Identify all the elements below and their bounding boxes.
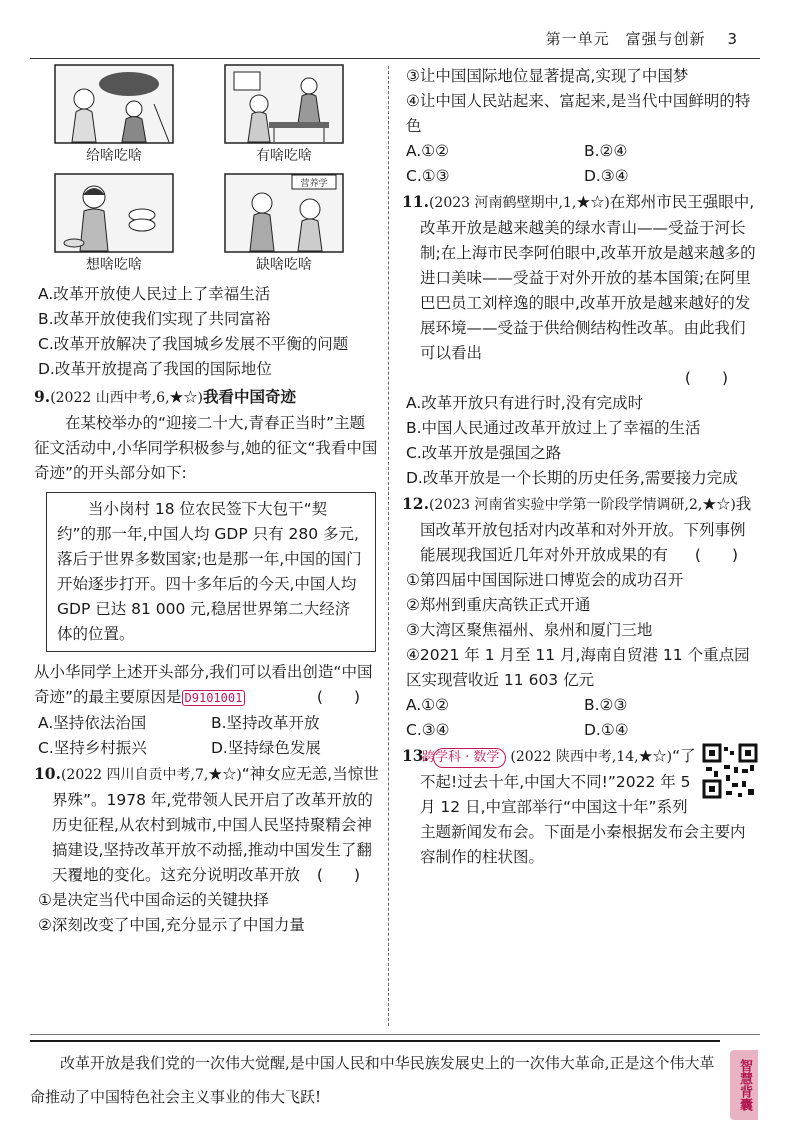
page-number: 3: [727, 30, 738, 48]
q9-quote-box: [46, 492, 376, 652]
comic-caption-3: 想啥吃啥: [86, 257, 142, 273]
q10-number: 10.: [34, 764, 61, 783]
q10-item-3: ③让中国国际地位显著提高,实现了中国梦: [406, 67, 689, 85]
q11-option-d[interactable]: D.改革开放是一个长期的历史任务,需要接力完成: [406, 469, 738, 487]
q9-code: D9101001: [182, 690, 246, 706]
right-column: [402, 64, 758, 870]
q8-option-c[interactable]: C.改革开放解决了我国城乡发展不平衡的问题: [38, 335, 349, 353]
q9-title: 我看中国奇迹: [203, 388, 297, 406]
comic-panel-4: [204, 173, 364, 278]
footer-quote: 改革开放是我们党的一次伟大觉醒,是中国人民和中华民族发展史上的一次伟大革命,正是这个伟大革命推动了中国特色社会主义事业的伟大飞跃!: [30, 1040, 720, 1114]
comic-caption-2: 有啥吃啥: [256, 148, 312, 164]
footer-rule: [30, 1034, 760, 1035]
q10-answer-blank[interactable]: ( ): [316, 866, 360, 884]
comic-panel-2: [204, 64, 364, 169]
q12-option-a[interactable]: A.①②: [406, 696, 450, 714]
side-badge: 智慧背囊: [730, 1050, 758, 1120]
q9-intro: 在某校举办的“迎接二十大,青春正当时”主题征文活动中,小华同学积极参与,她的征文“我看中国奇迹”的开头部分如下:: [34, 414, 378, 482]
q10-options: [402, 139, 758, 189]
q10-item-1: ①是决定当代中国命运的关键抉择: [38, 891, 269, 909]
q9-number: 9.: [34, 387, 51, 406]
q9-quote-text: 当小岗村 18 位农民签下大包干“契约”的那一年,中国人均 GDP 只有 280 多元,落后于世界多数国家;也是那一年,中国的国门开始逐步打开。四十多年后的今天,中国人均 GDP 已达 81 000 元,稳居世界第二大经济体的位置。: [57, 500, 362, 643]
q11-option-a[interactable]: A.改革开放只有进行时,没有完成时: [406, 394, 644, 412]
q12-text: 我国改革开放包括对内改革和对外开放。下列事例能展现我国近几年对外开放成果的有: [420, 495, 752, 564]
q9-option-b[interactable]: B.坚持改革开放: [211, 714, 320, 732]
q12-option-b[interactable]: B.②③: [584, 696, 628, 714]
left-column: [34, 64, 380, 938]
comic-grid: [34, 64, 380, 278]
q13-subject-tag: 跨学科 · 数学: [433, 748, 506, 768]
q11-answer-blank[interactable]: ( ): [684, 369, 728, 387]
q13-text: “了不起!过去十年,中国大不同!”2022 年 5 月 12 日,中宣部举行“中国这十年”系列主题新闻发布会。下面是小秦根据发布会主要内容制作的柱状图。: [420, 747, 746, 866]
column-divider: [388, 66, 389, 1026]
q11-option-c[interactable]: C.改革开放是强国之路: [406, 444, 562, 462]
q9-question: [34, 660, 380, 711]
q11-option-b[interactable]: B.中国人民通过改革开放过上了幸福的生活: [406, 419, 701, 437]
q12-item-2: ②郑州到重庆高铁正式开通: [406, 596, 591, 614]
q9-option-c[interactable]: C.坚持乡村振兴: [38, 739, 147, 757]
q10-source: (2022 四川自贡中考,7,★☆): [60, 767, 242, 783]
q13-source: (2022 陕西中考,14,★☆): [510, 749, 673, 765]
q12-item-3: ③大湾区聚焦福州、泉州和厦门三地: [406, 621, 653, 639]
q10-item-2: ②深刻改变了中国,充分显示了中国力量: [38, 916, 305, 934]
q9-answer-blank[interactable]: ( ): [316, 688, 360, 706]
q8-option-a[interactable]: A.改革开放使人民过上了幸福生活: [38, 285, 271, 303]
q9-source: (2022 山西中考,6,★☆): [50, 390, 203, 406]
comic-image-2: [224, 64, 344, 144]
q10-option-c[interactable]: C.①③: [406, 167, 450, 185]
comic-sign-text: 营养学: [300, 179, 328, 189]
q13-head: [402, 743, 758, 870]
q9-option-d[interactable]: D.坚持绿色发展: [211, 739, 321, 757]
q12-answer-blank[interactable]: ( ): [694, 546, 738, 564]
q9-options: [34, 711, 380, 761]
unit-title: 第一单元 富强与创新: [545, 30, 706, 48]
q10-option-a[interactable]: A.①②: [406, 142, 450, 160]
comic-image-3: [54, 173, 174, 253]
q8-option-b[interactable]: B.改革开放使我们实现了共同富裕: [38, 310, 271, 328]
comic-caption-4: 缺啥吃啥: [256, 257, 312, 273]
q9-head: [34, 384, 380, 411]
q12-option-d[interactable]: D.①④: [584, 721, 629, 739]
q12-source: (2023 河南省实验中学第一阶段学情调研,2,★☆): [428, 497, 736, 513]
comic-image-1: [54, 64, 174, 144]
q10-head: [34, 761, 380, 888]
page-header: [546, 28, 738, 49]
q12-options: [402, 693, 758, 743]
q9-question-text: 从小华同学上述开头部分,我们可以看出创造“中国奇迹”的最主要原因是: [34, 663, 373, 706]
comic-caption-1: 给啥吃啥: [86, 148, 142, 164]
q13-number: 13.: [402, 746, 429, 765]
q11-number: 11.: [402, 192, 429, 211]
qr-code-icon[interactable]: [702, 743, 758, 799]
comic-panel-1: [34, 64, 194, 169]
q10-option-b[interactable]: B.②④: [584, 142, 628, 160]
q11-text: 在郑州市民王强眼中,改革开放是越来越美的绿水青山——受益于河长制;在上海市民李阿伯眼中,改革开放是越来越多的进口美味——受益于对外开放的基本国策;在阿里巴巴员工刘梓逸的眼中,改革开放是越来越好的发展环境——受益于供给侧结构性改革。由此我们可以看出: [420, 193, 756, 362]
q8-option-d[interactable]: D.改革开放提高了我国的国际地位: [38, 360, 272, 378]
q11-source: (2023 河南鹤壁期中,1,★☆): [428, 195, 610, 211]
q11-head: [402, 189, 758, 366]
header-rule: [30, 58, 760, 59]
comic-panel-3: [34, 173, 194, 278]
q10-text: “神女应无恙,当惊世界殊”。1978 年,党带领人民开启了改革开放的历史征程,从农村到城市,中国人民坚持聚精会神搞建设,坚持改革开放不动摇,推动中国发生了翻天覆地的变化。这充分说明改革开放: [52, 765, 379, 884]
q10-item-4: ④让中国人民站起来、富起来,是当代中国鲜明的特色: [406, 92, 751, 135]
q12-item-4: ④2021 年 1 月至 11 月,海南自贸港 11 个重点园区实现营收近 11 603 亿元: [406, 646, 750, 689]
q9-option-a[interactable]: A.坚持依法治国: [38, 714, 147, 732]
q12-number: 12.: [402, 494, 429, 513]
q10-option-d[interactable]: D.③④: [584, 167, 629, 185]
comic-image-4: [224, 173, 344, 253]
q12-item-1: ①第四届中国国际进口博览会的成功召开: [406, 571, 684, 589]
q12-head: [402, 491, 758, 568]
q12-option-c[interactable]: C.③④: [406, 721, 450, 739]
